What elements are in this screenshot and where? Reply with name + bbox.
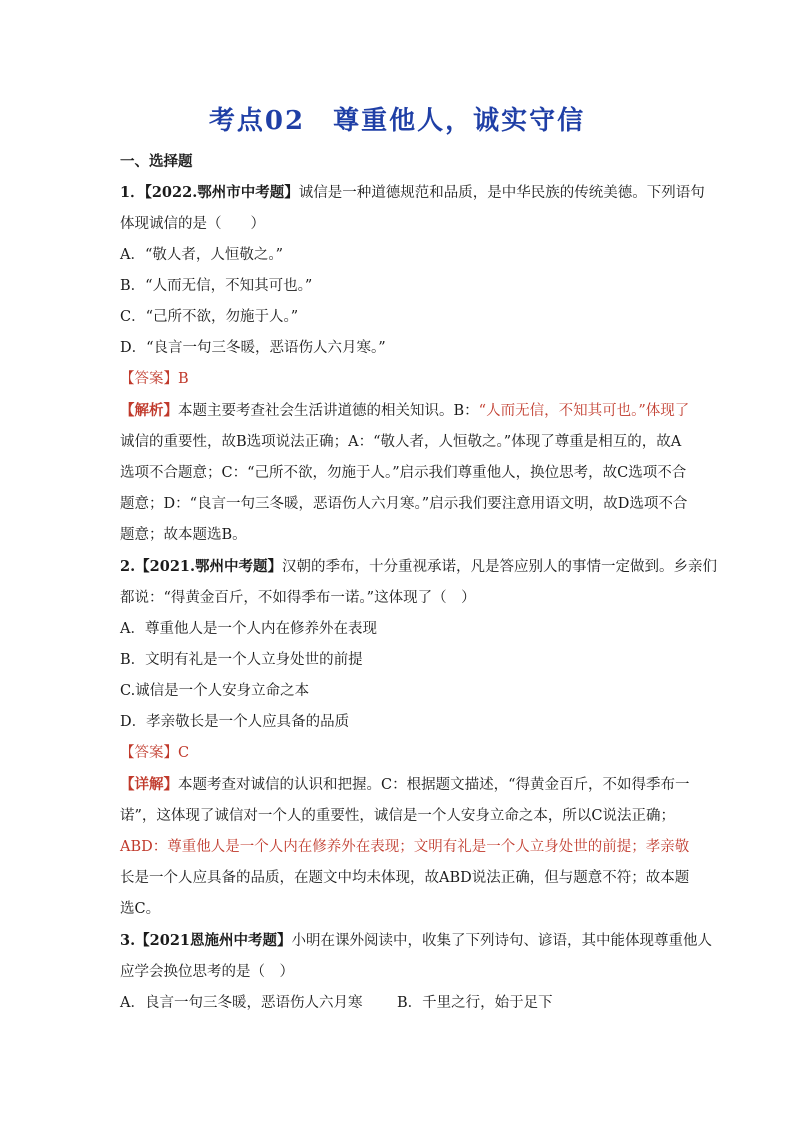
question-2-option-d: D．孝亲敬长是一个人应具备的品质 — [120, 714, 350, 730]
question-1-option-c: C．“己所不欲，勿施于人。” — [120, 309, 299, 325]
question-3-options-row — [120, 988, 680, 1019]
question-3-source: 【2021恩施州中考题】 — [135, 932, 292, 949]
question-2-answer: 【答案】C — [120, 745, 190, 761]
question-2-analysis-line-4: 长是一个人应具备的品质，在题文中均未体现，故ABD说法正确，但与题意不符；故本题 — [120, 870, 690, 886]
question-1-stem-line-1: 1．【2022.鄂州市中考题】诚信是一种道德规范和品质，是中华民族的传统美德。下列语句 — [120, 184, 705, 201]
question-1-stem-line-2: 体现诚信的是（ ） — [120, 216, 265, 232]
question-2 — [120, 551, 718, 925]
question-2-stem-line-1: 2.【2021.鄂州中考题】汉朝的季布，十分重视承诺，凡是答应别人的事情一定做到。乡亲们 — [120, 558, 718, 575]
question-1-analysis-line-2: 诚信的重要性，故B选项说法正确；A：“敬人者，人恒敬之。”体现了尊重是相互的，故A — [120, 434, 682, 450]
question-3-option-a: A．良言一句三冬暖，恶语伤人六月寒 — [120, 995, 363, 1011]
question-2-analysis-line-1: 【详解】本题考查对诚信的认识和把握。C：根据题文描述，“得黄金百斤，不如得季布一 — [120, 776, 690, 793]
question-3-option-b: B．千里之行，始于足下 — [397, 995, 553, 1011]
question-1-source: 【2022.鄂州市中考题】 — [144, 184, 299, 201]
section-heading: 一、选择题 — [120, 153, 193, 170]
question-3 — [120, 925, 712, 1019]
question-1-answer: 【答案】B — [120, 371, 189, 387]
question-3-stem-line-1: 3.【2021恩施州中考题】小明在课外阅读中，收集了下列诗句、谚语，其中能体现尊重他人 — [120, 932, 712, 949]
question-1-option-b: B．“人而无信，不知其可也。” — [120, 278, 313, 294]
question-2-option-b: B．文明有礼是一个人立身处世的前提 — [120, 652, 363, 668]
question-1-option-d: D．“良言一句三冬暖，恶语伤人六月寒。” — [120, 340, 386, 356]
question-1-analysis-line-5: 题意；故本题选B。 — [120, 527, 247, 543]
question-2-source: 【2021.鄂州中考题】 — [135, 558, 283, 575]
question-2-analysis-line-3: ABD：尊重他人是一个人内在修养外在表现；文明有礼是一个人立身处世的前提；孝亲敬 — [120, 839, 690, 855]
question-1-analysis-line-3: 选项不合题意；C：“己所不欲，勿施于人。”启示我们尊重他人，换位思考，故C选项不合 — [120, 465, 687, 481]
question-1-analysis-line-4: 题意；D：“良言一句三冬暖，恶语伤人六月寒。”启示我们要注意用语文明，故D选项不合 — [120, 496, 688, 512]
question-1-analysis-line-1: 【解析】本题主要考查社会生活讲道德的相关知识。B：“人而无信，不知其可也。”体现了 — [120, 402, 690, 419]
question-2-analysis-line-5: 选C。 — [120, 901, 161, 917]
question-1-option-a: A．“敬人者，人恒敬之。” — [120, 247, 284, 263]
question-2-option-c: C.诚信是一个人安身立命之本 — [120, 683, 310, 699]
question-3-stem-line-2: 应学会换位思考的是（ ） — [120, 964, 294, 980]
document-body — [120, 146, 718, 1019]
question-2-option-a: A．尊重他人是一个人内在修养外在表现 — [120, 621, 377, 637]
question-2-analysis-line-2: 诺”，这体现了诚信对一个人的重要性，诚信是一个人安身立命之本，所以C说法正确； — [120, 808, 676, 824]
question-2-stem-line-2: 都说：“得黄金百斤，不如得季布一诺。”这体现了（ ） — [120, 590, 476, 606]
page-title: 考点02 尊重他人，诚实守信 — [208, 106, 586, 136]
question-1 — [120, 177, 705, 551]
